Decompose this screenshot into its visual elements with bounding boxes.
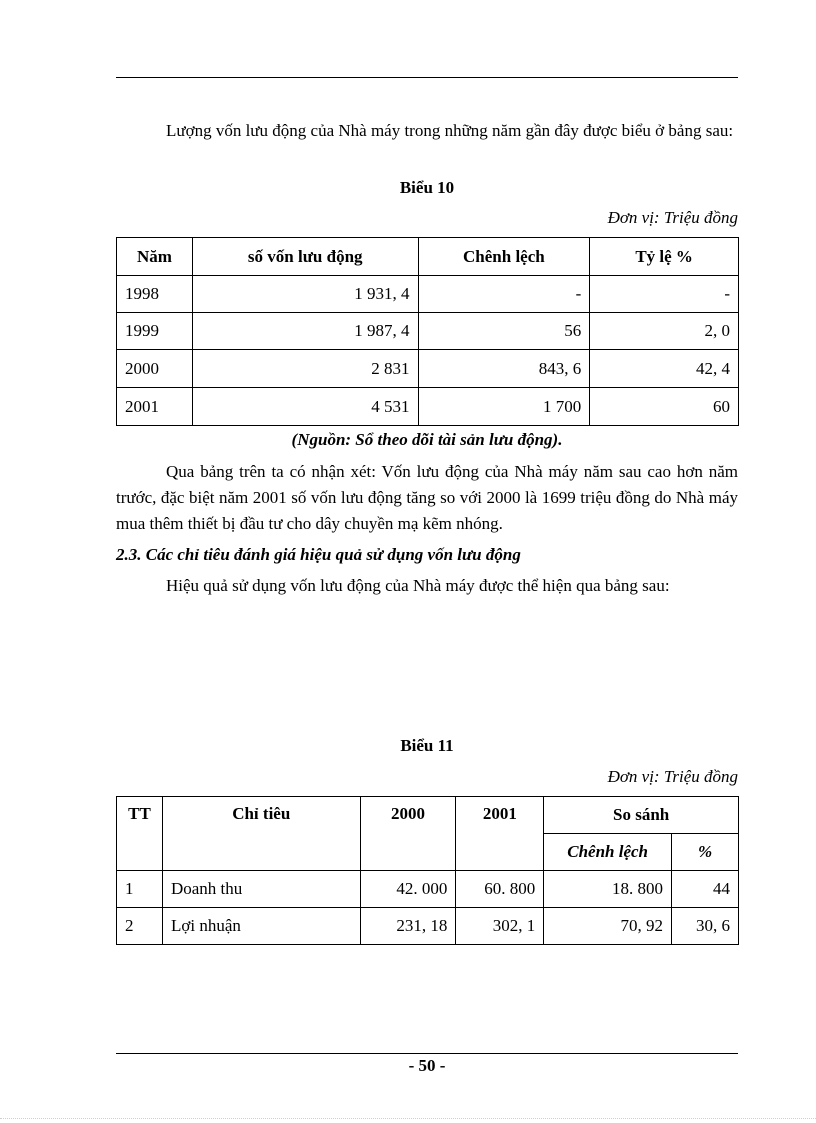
table-cell: 2, 0	[590, 313, 739, 350]
table1-unit: Đơn vị: Triệu đồng	[607, 208, 738, 227]
table-cell: 56	[418, 313, 590, 350]
table-row	[117, 350, 739, 388]
table-cell: 1998	[117, 276, 193, 313]
table-cell: Lợi nhuận	[162, 908, 360, 945]
table-cell: 30, 6	[672, 908, 739, 945]
table1-header-row	[117, 238, 739, 276]
table-cell: 843, 6	[418, 350, 590, 388]
table-cell: 1 987, 4	[192, 313, 418, 350]
table2-header-2001: 2001	[456, 797, 544, 871]
table1	[116, 237, 739, 426]
table-cell: 70, 92	[544, 908, 672, 945]
table-row	[117, 388, 739, 426]
table2-header-tt: TT	[117, 797, 163, 871]
table-cell: -	[590, 276, 739, 313]
table-cell: 302, 1	[456, 908, 544, 945]
table2-header-so-sanh: So sánh	[544, 797, 739, 834]
table-row	[117, 276, 739, 313]
table1-source: (Nguồn: Sổ theo dõi tài sản lưu động).	[291, 430, 563, 449]
table-cell: 1999	[117, 313, 193, 350]
table1-header-nam: Năm	[117, 238, 193, 276]
table2-title: Biểu 11	[400, 736, 454, 755]
table2	[116, 796, 739, 945]
table2-header-2000: 2000	[360, 797, 456, 871]
table-row	[117, 871, 739, 908]
table-cell: 2	[117, 908, 163, 945]
table-cell: -	[418, 276, 590, 313]
table-cell: 60	[590, 388, 739, 426]
table1-header-ty-le: Tỷ lệ %	[590, 238, 739, 276]
table1-header-chenh-lech: Chênh lệch	[418, 238, 590, 276]
intro-paragraph: Lượng vốn lưu động của Nhà máy trong những năm gần đây được biểu ở bảng sau:	[166, 121, 734, 140]
page-bottom-edge	[0, 1118, 816, 1119]
table-cell: 2 831	[192, 350, 418, 388]
table-cell: 2001	[117, 388, 193, 426]
table2-unit: Đơn vị: Triệu đồng	[607, 767, 738, 786]
table-cell: 1 700	[418, 388, 590, 426]
table-cell: 18. 800	[544, 871, 672, 908]
table-cell: 4 531	[192, 388, 418, 426]
header-rule	[116, 77, 738, 78]
page-number: - 50 -	[408, 1056, 446, 1075]
table-cell: 60. 800	[456, 871, 544, 908]
comment-paragraph: Qua bảng trên ta có nhận xét: Vốn lưu động của Nhà máy năm sau cao hơn năm trước, đặc biệt năm 2001 số vốn lưu động tăng so với 2000 là 1699 triệu đồng do Nhà máy mua thêm thiết bị đầu tư cho dây chuyền mạ kẽm nhóng.	[116, 462, 738, 533]
table-row	[117, 908, 739, 945]
table1-header-von: số vốn lưu động	[192, 238, 418, 276]
table2-header-percent: %	[672, 834, 739, 871]
table-cell: 42. 000	[360, 871, 456, 908]
table1-title: Biểu 10	[399, 178, 455, 197]
section-intro: Hiệu quả sử dụng vốn lưu động của Nhà máy được thể hiện qua bảng sau:	[166, 576, 670, 595]
table-cell: Doanh thu	[162, 871, 360, 908]
table2-header-chi-tieu: Chỉ tiêu	[162, 797, 360, 871]
footer-rule	[116, 1053, 738, 1054]
section-heading: 2.3. Các chỉ tiêu đánh giá hiệu quả sử dụng vốn lưu động	[116, 545, 521, 564]
table2-header-row	[117, 797, 739, 834]
table-cell: 42, 4	[590, 350, 739, 388]
table2-header-chenh-lech: Chênh lệch	[544, 834, 672, 871]
table-cell: 1	[117, 871, 163, 908]
table-cell: 44	[672, 871, 739, 908]
table-cell: 231, 18	[360, 908, 456, 945]
table-row	[117, 313, 739, 350]
table-cell: 1 931, 4	[192, 276, 418, 313]
table-cell: 2000	[117, 350, 193, 388]
